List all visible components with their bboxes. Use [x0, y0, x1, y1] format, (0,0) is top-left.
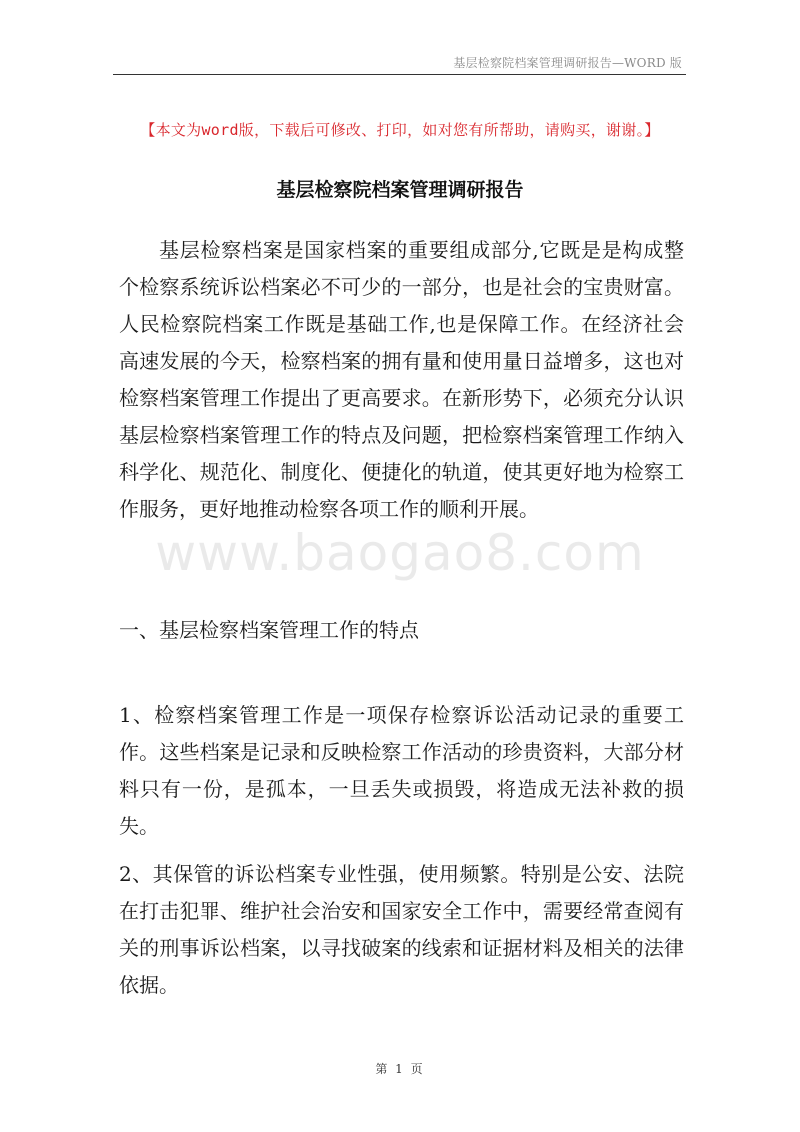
- header-divider: [113, 74, 686, 75]
- page-number: 第 1 页: [375, 1062, 425, 1076]
- watermark: www.baogao8.com: [155, 524, 645, 582]
- list-item-2: 2、其保管的诉讼档案专业性强，使用频繁。特别是公安、法院在打击犯罪、维护社会治安和国家安全工作中，需要经常查阅有关的刑事诉讼档案，以寻找破案的线索和证据材料及相关的法律依据。: [119, 862, 684, 997]
- list-item-1: 1、检察档案管理工作是一项保存检察诉讼活动记录的重要工作。这些档案是记录和反映检察工作活动的珍贵资料，大部分材料只有一份，是孤本，一旦丢失或损毁，将造成无法补救的损失。: [119, 703, 684, 838]
- section-heading: 一、基层检察档案管理工作的特点: [119, 618, 419, 642]
- purchase-notice: 【本文为word版，下载后可修改、打印，如对您有所帮助，请购买，谢谢。】: [140, 121, 660, 139]
- running-header: 基层检察院档案管理调研报告—WORD 版: [453, 56, 682, 70]
- intro-paragraph: 基层检察档案是国家档案的重要组成部分,它既是是构成整个检察系统诉讼档案必不可少的一部分，也是社会的宝贵财富。人民检察院档案工作既是基础工作,也是保障工作。在经济社会高速发展的今天，检察档案的拥有量和使用量日益增多，这也对检察档案管理工作提出了更高要求。在新形势下，必须充分认识基层检察档案管理工作的特点及问题，把检察档案管理工作纳入科学化、规范化、制度化、便捷化的轨道，使其更好地为检察工作服务，更好地推动检察各项工作的顺利开展。: [119, 238, 684, 521]
- document-title: 基层检察院档案管理调研报告: [276, 179, 524, 201]
